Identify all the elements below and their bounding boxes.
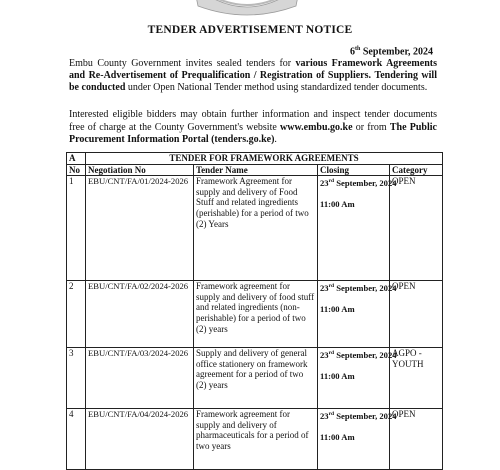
row-negotiation-no: EBU/CNT/FA/02/2024-2026 <box>86 281 194 348</box>
header-category: Category <box>390 164 443 176</box>
row-tender-name: Supply and delivery of general office stationery on framework agreement for a period of two (2) years <box>194 348 318 409</box>
row-closing-date: 23rd September, 2024 <box>320 350 397 361</box>
row-no: 2 <box>67 281 86 348</box>
row-category: AGPO - YOUTH <box>390 348 443 409</box>
notice-date: 6th September, 2024 <box>349 46 433 58</box>
row-negotiation-no: EBU/CNT/FA/03/2024-2026 <box>86 348 194 409</box>
row-negotiation-no: EBU/CNT/FA/04/2024-2026 <box>86 409 194 470</box>
county-seal-logo <box>172 0 322 18</box>
tender-table <box>66 152 443 470</box>
row-closing <box>318 281 397 348</box>
row-closing <box>318 176 397 281</box>
row-tender-name: Framework Agreement for supply and delivery of Food Stuff and related ingredients (perishable) for a period of two (2) Years <box>194 176 318 281</box>
table-row <box>67 409 443 470</box>
row-closing-time: 11:00 Am <box>320 303 355 314</box>
header-row <box>67 164 443 176</box>
section-letter: A <box>67 153 86 165</box>
row-category: OPEN <box>390 409 443 470</box>
header-tender-name: Tender Name <box>194 164 318 176</box>
row-tender-name: Framework agreement for supply and delivery of pharmaceuticals for a period of two years <box>194 409 318 470</box>
row-category: OPEN <box>390 176 443 281</box>
notice-title: TENDER ADVERTISEMENT NOTICE <box>147 24 353 36</box>
row-closing-date: 23rd September, 2024 <box>320 411 397 422</box>
section-row <box>67 153 443 165</box>
portal-link[interactable]: The Public Procurement Information Portal (tenders.go.ke) <box>69 121 437 145</box>
row-tender-name: Framework agreement for supply and delivery of food stuff and related ingredients (non-perishable) for a period of two (2) years <box>194 281 318 348</box>
table-row <box>67 281 443 348</box>
header-no: No <box>67 164 86 176</box>
table-row <box>67 348 443 409</box>
section-title: TENDER FOR FRAMEWORK AGREEMENTS <box>86 153 443 165</box>
website-link[interactable]: www.embu.go.ke <box>280 121 353 133</box>
info-paragraph: Interested eligible bidders may obtain further information and inspect tender documents free of charge at the County Government's website www.embu.go.ke or from The Public Procurement Information Portal (tenders.go.ke). <box>69 109 437 145</box>
row-no: 1 <box>67 176 86 281</box>
row-negotiation-no: EBU/CNT/FA/01/2024-2026 <box>86 176 194 281</box>
row-closing-time: 11:00 Am <box>320 370 355 381</box>
row-closing-time: 11:00 Am <box>320 431 355 442</box>
row-closing-time: 11:00 Am <box>320 198 355 209</box>
row-closing <box>318 409 397 470</box>
row-closing-date: 23rd September, 2024 <box>320 283 397 294</box>
header-closing: Closing <box>318 164 390 176</box>
row-category: OPEN <box>390 281 443 348</box>
header-negotiation: Negotiation No <box>86 164 194 176</box>
row-no: 3 <box>67 348 86 409</box>
intro-paragraph: Embu County Government invites sealed tenders for various Framework Agreements and Re-Advertisement of Prequalification / Registration of Suppliers. Tendering will be conducted under Open National Tender method using standardized tender documents. <box>69 58 437 93</box>
row-closing <box>318 348 397 409</box>
row-closing-date: 23rd September, 2024 <box>320 178 397 189</box>
row-no: 4 <box>67 409 86 470</box>
table-row <box>67 176 443 281</box>
